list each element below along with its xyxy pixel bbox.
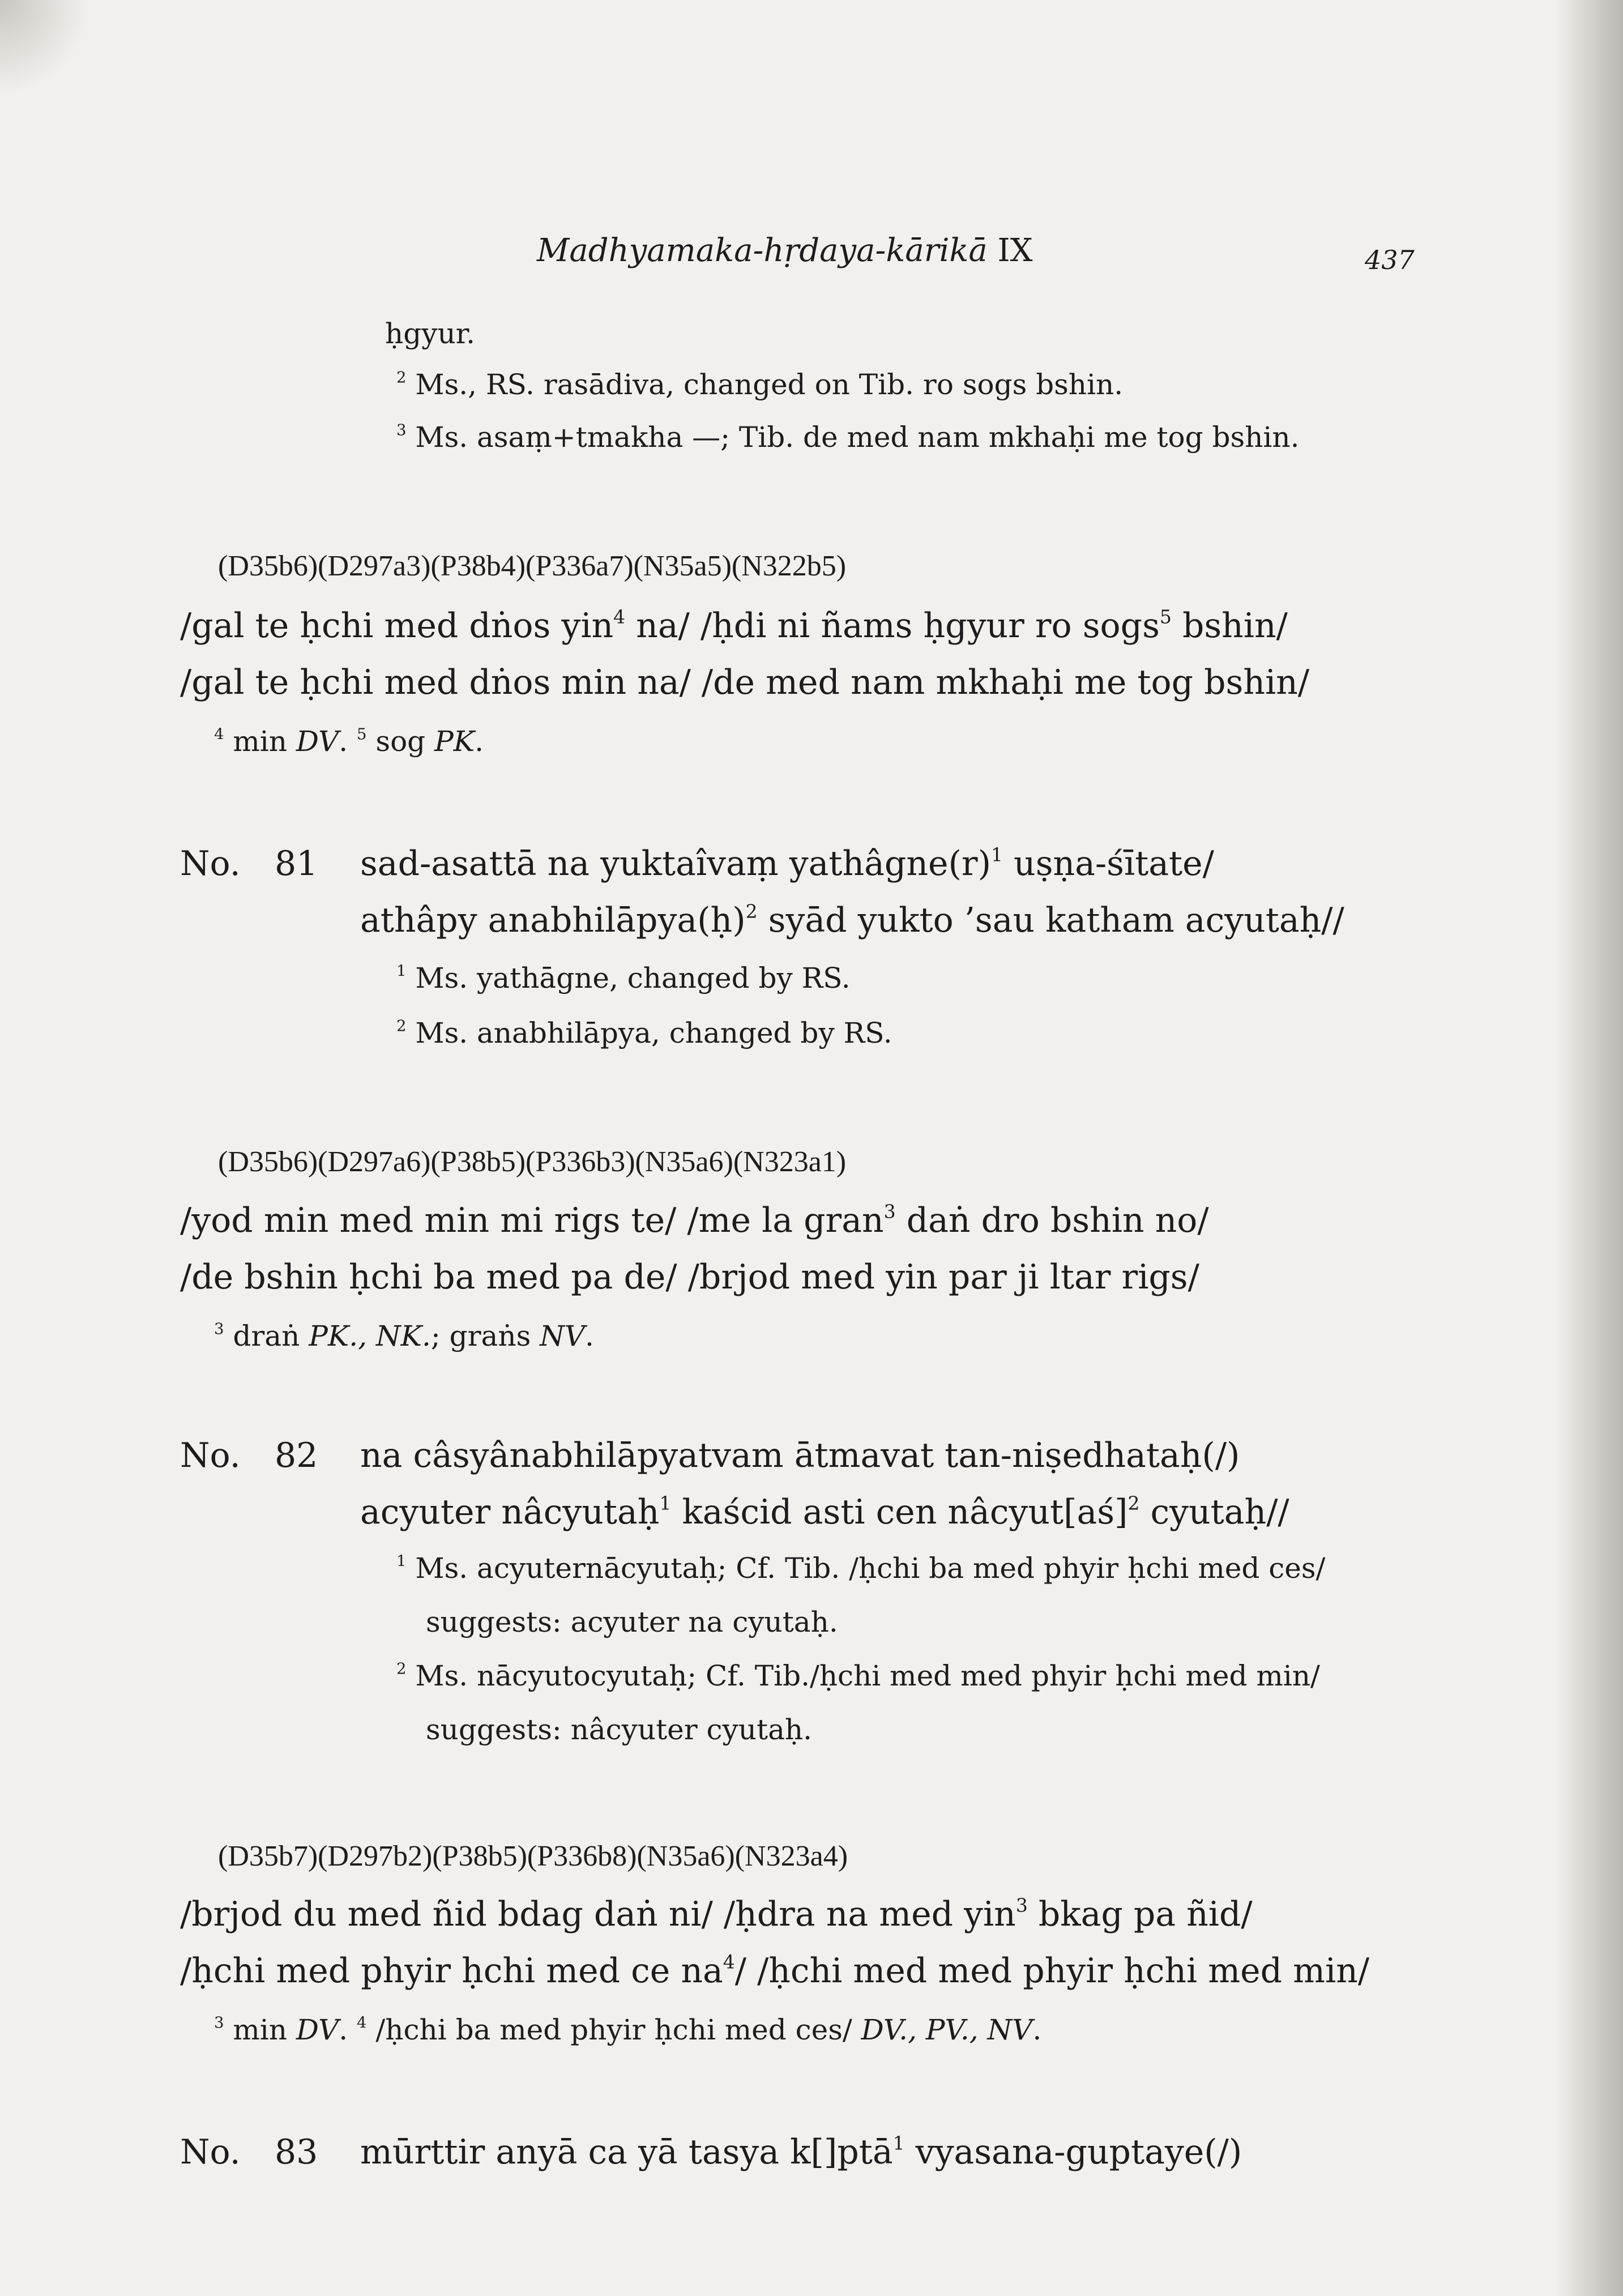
footnote-2: $^2$ Ms. anabhilāpya, changed by RS. bbox=[396, 1017, 892, 1049]
page-number: 437 bbox=[1365, 245, 1415, 275]
tibetan-verse-line: /yod min med min mi rigs te/ /me la gran$^3$ daṅ dro bshin no/ bbox=[180, 1200, 1209, 1240]
footnote-continuation: ḥgyur. bbox=[385, 317, 475, 350]
source-references: (D35b6)(D297a6)(P38b5)(P336b3)(N35a6)(N323a1) bbox=[218, 1146, 847, 1178]
header-part: IX bbox=[997, 232, 1033, 269]
footnote-1-continuation: suggests: acyuter na cyutaḥ. bbox=[426, 1606, 838, 1638]
verse-number: No. bbox=[180, 844, 241, 884]
footnote-1: $^1$ Ms. yathāgne, changed by RS. bbox=[396, 962, 851, 995]
verse-number: No. bbox=[180, 1436, 241, 1475]
source-references: (D35b7)(D297b2)(P38b5)(P336b8)(N35a6)(N323a4) bbox=[218, 1840, 848, 1872]
header-title: Madhyamaka-hṛdaya-kārikā bbox=[537, 232, 988, 269]
tibetan-verse-line: /gal te ḥchi med dṅos min na/ /de med nam mkhaḥi me tog bshin/ bbox=[180, 663, 1310, 702]
verse-number-value: 82 bbox=[275, 1436, 318, 1475]
running-header bbox=[537, 232, 1033, 269]
verse-number-value: 83 bbox=[275, 2132, 318, 2172]
verse-number-value: 81 bbox=[275, 844, 318, 884]
sanskrit-verse-line: sad-asattā na yuktaîvaṃ $yathâgne(r)^1$ uṣṇa-śītate/ bbox=[360, 843, 1214, 884]
footnote-2-continuation: suggests: nâcyuter cyutaḥ. bbox=[426, 1713, 813, 1746]
sanskrit-verse-line: na câsyânabhilāpyatvam ātmavat tan-niṣedhataḥ(/) bbox=[360, 1436, 1240, 1475]
tibetan-verse-line: /brjod du med ñid bdag daṅ ni/ /ḥdra na med yin$^3$ bkag pa ñid/ bbox=[180, 1894, 1253, 1934]
tibetan-verse-line: /de bshin ḥchi ba med pa de/ /brjod med yin par ji ltar rigs/ bbox=[180, 1257, 1199, 1297]
variant-notes: $^4$ min DV. $^5$ sog PK. bbox=[214, 725, 484, 758]
footnote-3: $^3$ Ms. asaṃ+tmakha —; Tib. de med nam mkhaḥi me tog bshin. bbox=[396, 421, 1300, 454]
scan-corner-smudge bbox=[0, 0, 91, 96]
variant-notes: $^3$ draṅ PK., NK.; graṅs NV. bbox=[214, 1320, 594, 1352]
verse-number: No. bbox=[180, 2132, 241, 2172]
variant-notes: $^3$ min DV. $^4$ /ḥchi ba med phyir ḥchi med ces/ DV., PV., NV. bbox=[214, 2013, 1042, 2046]
sanskrit-verse-line: mūrttir anyā ca yā tasya k[]ptā$^1$ vyasana-guptaye(/) bbox=[360, 2132, 1242, 2172]
sanskrit-verse-line: athâpy anabhilāpya(ḥ)$^2$ syād yukto ’sau katham acyutaḥ// bbox=[360, 900, 1344, 940]
footnote-2: $^2$ Ms., RS. rasādiva, changed on Tib. ro sogs bshin. bbox=[396, 368, 1124, 401]
page-edge-shadow bbox=[1555, 0, 1623, 2296]
tibetan-verse-line: /ḥchi med phyir ḥchi med ce $na^4/$ /ḥchi med med phyir ḥchi med min/ bbox=[180, 1951, 1370, 1991]
sanskrit-verse-line: acyuter nâcyutaḥ$^1$ kaścid asti cen nâcyut[aś]$^2$ cyutaḥ// bbox=[360, 1492, 1289, 1532]
source-references: (D35b6)(D297a3)(P38b4)(P336a7)(N35a5)(N322b5) bbox=[218, 550, 847, 582]
tibetan-verse-line: /gal te ḥchi med dṅos yin$^4$ na/ /ḥdi ni ñams ḥgyur ro sogs$^5$ bshin/ bbox=[180, 605, 1288, 646]
footnote-2: $^2$ Ms. nācyutocyutaḥ; Cf. Tib./ḥchi med med phyir ḥchi med min/ bbox=[396, 1659, 1320, 1692]
footnote-1: $^1$ Ms. acyuternācyutaḥ; Cf. Tib. /ḥchi ba med phyir ḥchi med ces/ bbox=[396, 1552, 1326, 1585]
